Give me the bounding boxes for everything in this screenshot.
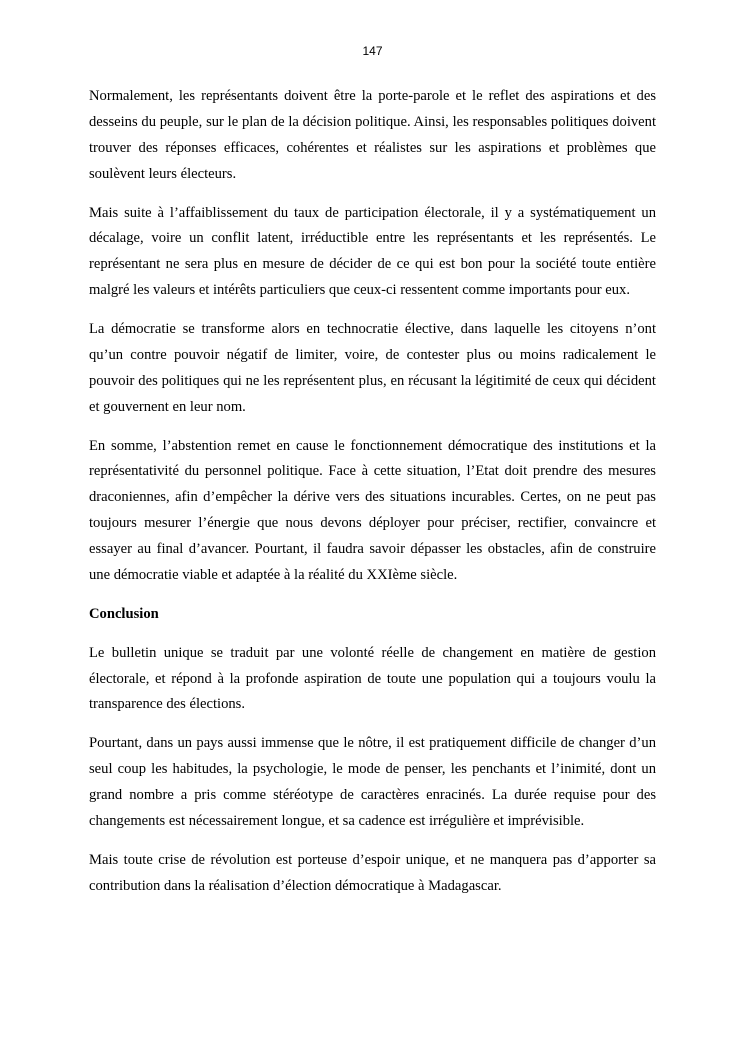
- paragraph: Normalement, les représentants doivent être la porte-parole et le reflet des aspirations et des desseins du peuple, sur le plan de la décision politique. Ainsi, les responsables politiques doivent trouver des réponses efficaces, cohérentes et réalistes sur les aspirations et problèmes que soulèvent leurs électeurs.: [89, 88, 656, 182]
- page-body: [89, 84, 656, 913]
- section-heading-conclusion: Conclusion: [89, 605, 159, 622]
- paragraph: En somme, l’abstention remet en cause le fonctionnement démocratique des institutions et la représentativité du personnel politique. Face à cette situation, l’Etat doit prendre des mesures draconiennes, afin d’empêcher la dérive vers des situations incurables. Certes, on ne peut pas toujours mesurer l’énergie que nous devons déployer pour préciser, rectifier, convaincre et essayer au final d’avancer. Pourtant, il faudra savoir dépasser les obstacles, afin de construire une démocratie viable et adaptée à la réalité du XXIème siècle.: [89, 437, 656, 584]
- paragraph: Mais suite à l’affaiblissement du taux de participation électorale, il y a systématiquement un décalage, voire un conflit latent, irréductible entre les représentants et les représentés. Le représentant ne sera plus en mesure de décider de ce qui est bon pour la société toute entière malgré les valeurs et intérêts particuliers que ceux-ci ressentent comme importants pour eux.: [89, 204, 656, 299]
- paragraph: Pourtant, dans un pays aussi immense que le nôtre, il est pratiquement difficile de changer d’un seul coup les habitudes, la psychologie, le mode de penser, les penchants et l’inimité, dont un grand nombre a pris comme stéréotype de caractères enracinés. La durée requise pour des changements est nécessairement longue, et sa cadence est irrégulière et imprévisible.: [89, 735, 656, 829]
- paragraph: Mais toute crise de révolution est porteuse d’espoir unique, et ne manquera pas d’apporter sa contribution dans la réalisation d’élection démocratique à Madagascar.: [89, 851, 656, 894]
- page-number: 147: [362, 44, 383, 58]
- paragraph: Le bulletin unique se traduit par une volonté réelle de changement en matière de gestion électorale, et répond à la profonde aspiration de toute une population qui a toujours voulu la transparence des élections.: [89, 644, 656, 713]
- paragraph: La démocratie se transforme alors en technocratie élective, dans laquelle les citoyens n’ont qu’un contre pouvoir négatif de limiter, voire, de contester plus ou moins radicalement le pouvoir des politiques qui ne les représentent plus, en récusant la légitimité de ceux qui décident et gouvernent en leur nom.: [89, 321, 656, 415]
